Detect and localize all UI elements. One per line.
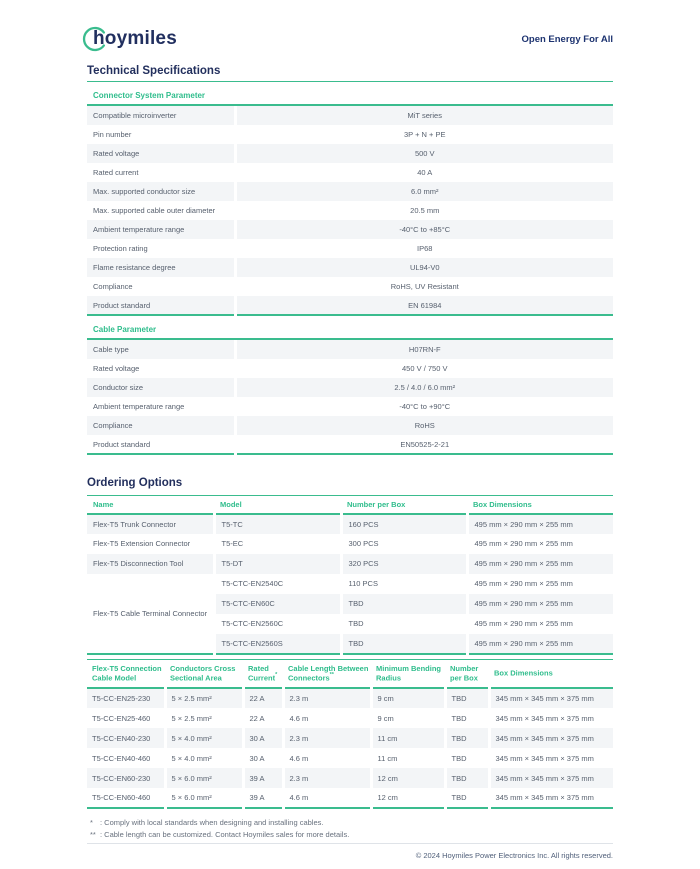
footnote-marker: * (90, 818, 93, 827)
column-header-box-dimensions: Box Dimensions (467, 496, 613, 514)
cell-length: 2.3 m (283, 768, 371, 788)
cell-qty: TBD (445, 688, 489, 708)
spec-value: 450 V / 750 V (235, 359, 613, 378)
cell-current: 22 A (243, 708, 283, 728)
cell-current: 22 A (243, 688, 283, 708)
cell-radius: 9 cm (371, 708, 445, 728)
table-row (87, 788, 613, 808)
column-header-cable-length: Cable Length Between Connectors** (283, 659, 371, 688)
cell-model: T5-DT (214, 554, 341, 574)
cell-model: T5-CTC-EN2560C (214, 614, 341, 634)
cell-dims: 345 mm × 345 mm × 375 mm (489, 688, 613, 708)
cell-model: T5-EC (214, 534, 341, 554)
spec-row (87, 201, 613, 220)
spec-value: EN 61984 (235, 296, 613, 315)
table-row (87, 748, 613, 768)
technical-specifications-title: Technical Specifications (87, 65, 613, 82)
spec-row (87, 239, 613, 258)
cell-name: Flex-T5 Disconnection Tool (87, 554, 214, 574)
cell-model: T5-CC-EN60-230 (87, 768, 165, 788)
cable-parameter-table (87, 340, 613, 455)
spec-label: Cable type (87, 340, 235, 359)
cell-dims: 345 mm × 345 mm × 375 mm (489, 728, 613, 748)
copyright-text: © 2024 Hoymiles Power Electronics Inc. All rights reserved. (415, 851, 613, 860)
spec-label: Rated current (93, 168, 139, 177)
column-header-name: Name (87, 496, 214, 514)
table-row (87, 534, 613, 554)
table-row (87, 554, 613, 574)
cell-model: T5-CC-EN25-230 (87, 688, 165, 708)
spec-row (87, 296, 613, 315)
cell-dims: 345 mm × 345 mm × 375 mm (489, 708, 613, 728)
spec-label: Flame resistance degree (87, 258, 235, 277)
footnote-text: : Comply with local standards when designing and installing cables. (100, 818, 324, 827)
spec-label: Compatible microinverter (87, 106, 235, 125)
cell-dims: 495 mm × 290 mm × 255 mm (467, 574, 613, 594)
cell-area: 5 × 6.0 mm² (165, 788, 243, 808)
cell-model: T5-CTC-EN2560S (214, 634, 341, 654)
ordering-connectors-table (87, 495, 613, 655)
cell-length: 2.3 m (283, 728, 371, 748)
ordering-options-title: Ordering Options (87, 477, 183, 489)
cell-model: T5-CC-EN25-460 (92, 713, 151, 723)
cell-qty: TBD (445, 708, 489, 728)
cell-dims: 345 mm × 345 mm × 375 mm (489, 768, 613, 788)
table-header-row (87, 659, 613, 688)
spec-row (87, 144, 613, 163)
cell-current: 30 A (243, 728, 283, 748)
spec-row (87, 220, 613, 239)
footnote (87, 818, 613, 827)
cell-length: 4.6 m (283, 748, 371, 768)
column-header-number-per-box: Number per Box (445, 659, 489, 688)
cell-dims: 495 mm × 290 mm × 255 mm (467, 514, 613, 534)
cell-qty: TBD (445, 768, 489, 788)
table-row (87, 514, 613, 534)
page-header (87, 25, 613, 53)
spec-row (87, 277, 613, 296)
footnote-marker: ** (90, 830, 96, 839)
cell-radius: 9 cm (371, 688, 445, 708)
cell-qty: TBD (445, 788, 489, 808)
spec-row (87, 125, 613, 144)
spec-row (87, 258, 613, 277)
cell-radius: 11 cm (371, 748, 445, 768)
spec-value: IP68 (235, 239, 613, 258)
column-header-model: Model (214, 496, 341, 514)
cell-model: T5-TC (214, 514, 341, 534)
cell-model: T5-CC-EN60-460 (92, 793, 151, 802)
spec-value: 6.0 mm² (235, 182, 613, 201)
cell-qty: 320 PCS (341, 554, 467, 574)
column-header-rated-current: Rated Current* (243, 659, 283, 688)
spec-row (87, 378, 613, 397)
spec-row (87, 359, 613, 378)
spec-row (87, 182, 613, 201)
spec-value: MiT series (235, 106, 613, 125)
spec-value: 40 A (235, 163, 613, 182)
hoymiles-logo (87, 25, 177, 53)
spec-row (87, 397, 613, 416)
cell-area: 5 × 4.0 mm² (165, 748, 243, 768)
cell-current: 39 A (243, 768, 283, 788)
cell-length: 4.6 m (283, 708, 371, 728)
spec-value: 20.5 mm (235, 201, 613, 220)
cell-radius: 12 cm (371, 788, 445, 808)
cell-qty: TBD (341, 594, 467, 614)
cell-length: 4.6 m (283, 788, 371, 808)
cell-model: T5-CC-EN40-230 (87, 728, 165, 748)
column-header-box-dimensions: Box Dimensions (489, 659, 613, 688)
table-row (87, 574, 613, 594)
spec-value: H07RN-F (235, 340, 613, 359)
cell-qty: 300 PCS (341, 534, 467, 554)
cell-qty: TBD (341, 614, 467, 634)
column-header-cross-sectional-area: Conductors Cross Sectional Area (165, 659, 243, 688)
column-header-number-per-box: Number per Box (341, 496, 467, 514)
cell-area: 5 × 6.0 mm² (165, 768, 243, 788)
spec-value: 2.5 / 4.0 / 6.0 mm² (235, 378, 613, 397)
footer-divider (87, 843, 613, 844)
spec-row (87, 340, 613, 359)
table-row (87, 768, 613, 788)
cell-dims: 495 mm × 290 mm × 255 mm (467, 534, 613, 554)
spec-value: UL94-V0 (235, 258, 613, 277)
cell-name: Flex-T5 Extension Connector (93, 539, 191, 548)
cell-dims: 495 mm × 290 mm × 255 mm (467, 554, 613, 574)
ordering-cables-table (87, 659, 613, 810)
cell-dims: 345 mm × 345 mm × 375 mm (489, 788, 613, 808)
cable-parameter-heading: Cable Parameter (87, 320, 613, 340)
spec-label: Product standard (87, 296, 235, 315)
spec-row (87, 416, 613, 435)
spec-label: Rated voltage (87, 144, 235, 163)
table-row (87, 688, 613, 708)
cell-qty: TBD (445, 748, 489, 768)
cell-dims: 345 mm × 345 mm × 375 mm (489, 748, 613, 768)
spec-value: -40°C to +85°C (235, 220, 613, 239)
spec-row (87, 163, 613, 182)
cell-qty: TBD (341, 634, 467, 654)
spec-value: 500 V (235, 144, 613, 163)
cell-length: 2.3 m (283, 688, 371, 708)
cell-dims: 495 mm × 290 mm × 255 mm (467, 634, 613, 654)
logo-wordmark: hoymiles (93, 28, 177, 49)
spec-label: Conductor size (87, 378, 235, 397)
footnotes (87, 818, 613, 839)
spec-row (87, 106, 613, 125)
spec-value: -40°C to +90°C (235, 397, 613, 416)
footnote (87, 830, 613, 839)
cell-area: 5 × 4.0 mm² (165, 728, 243, 748)
spec-label: Max. supported conductor size (87, 182, 235, 201)
cell-radius: 12 cm (371, 768, 445, 788)
cell-model: T5-CTC-EN2540C (214, 574, 341, 594)
spec-label: Pin number (93, 130, 132, 139)
spec-label: Rated voltage (93, 364, 140, 373)
spec-value: RoHS (235, 416, 613, 435)
spec-label: Compliance (87, 416, 235, 435)
spec-label: Compliance (93, 282, 133, 291)
table-row (87, 728, 613, 748)
spec-label: Ambient temperature range (93, 402, 185, 411)
column-header-bending-radius: Minimum Bending Radius (371, 659, 445, 688)
brand-tagline: Open Energy For All (521, 33, 613, 45)
spec-label: Max. supported cable outer diameter (93, 206, 216, 215)
spec-value: EN50525-2-21 (235, 435, 613, 454)
cell-qty: TBD (445, 728, 489, 748)
cell-radius: 11 cm (371, 728, 445, 748)
spec-row (87, 435, 613, 454)
cell-qty: 160 PCS (341, 514, 467, 534)
spec-value: RoHS, UV Resistant (235, 277, 613, 296)
cell-current: 39 A (243, 788, 283, 808)
spec-label: Protection rating (93, 244, 148, 253)
connector-system-parameter-heading: Connector System Parameter (87, 86, 613, 106)
column-header-cable-model: Flex-T5 Connection Cable Model (87, 659, 165, 688)
cell-model: T5-CC-EN40-460 (92, 753, 151, 763)
cell-qty: 110 PCS (341, 574, 467, 594)
cell-dims: 495 mm × 290 mm × 255 mm (467, 594, 613, 614)
spec-label: Ambient temperature range (87, 220, 235, 239)
spec-value: 3P + N + PE (235, 125, 613, 144)
cell-name: Flex-T5 Trunk Connector (87, 514, 214, 534)
spec-label: Product standard (93, 439, 151, 449)
cell-area: 5 × 2.5 mm² (165, 688, 243, 708)
cell-model: T5-CTC-EN60C (214, 594, 341, 614)
table-header-row (87, 496, 613, 514)
cell-area: 5 × 2.5 mm² (165, 708, 243, 728)
table-row (87, 708, 613, 728)
connector-system-parameter-table (87, 106, 613, 316)
cell-current: 30 A (243, 748, 283, 768)
cell-dims: 495 mm × 290 mm × 255 mm (467, 614, 613, 634)
footnote-text: : Cable length can be customized. Contact Hoymiles sales for more details. (100, 830, 350, 839)
cell-name-merged: Flex-T5 Cable Terminal Connector (87, 574, 214, 654)
